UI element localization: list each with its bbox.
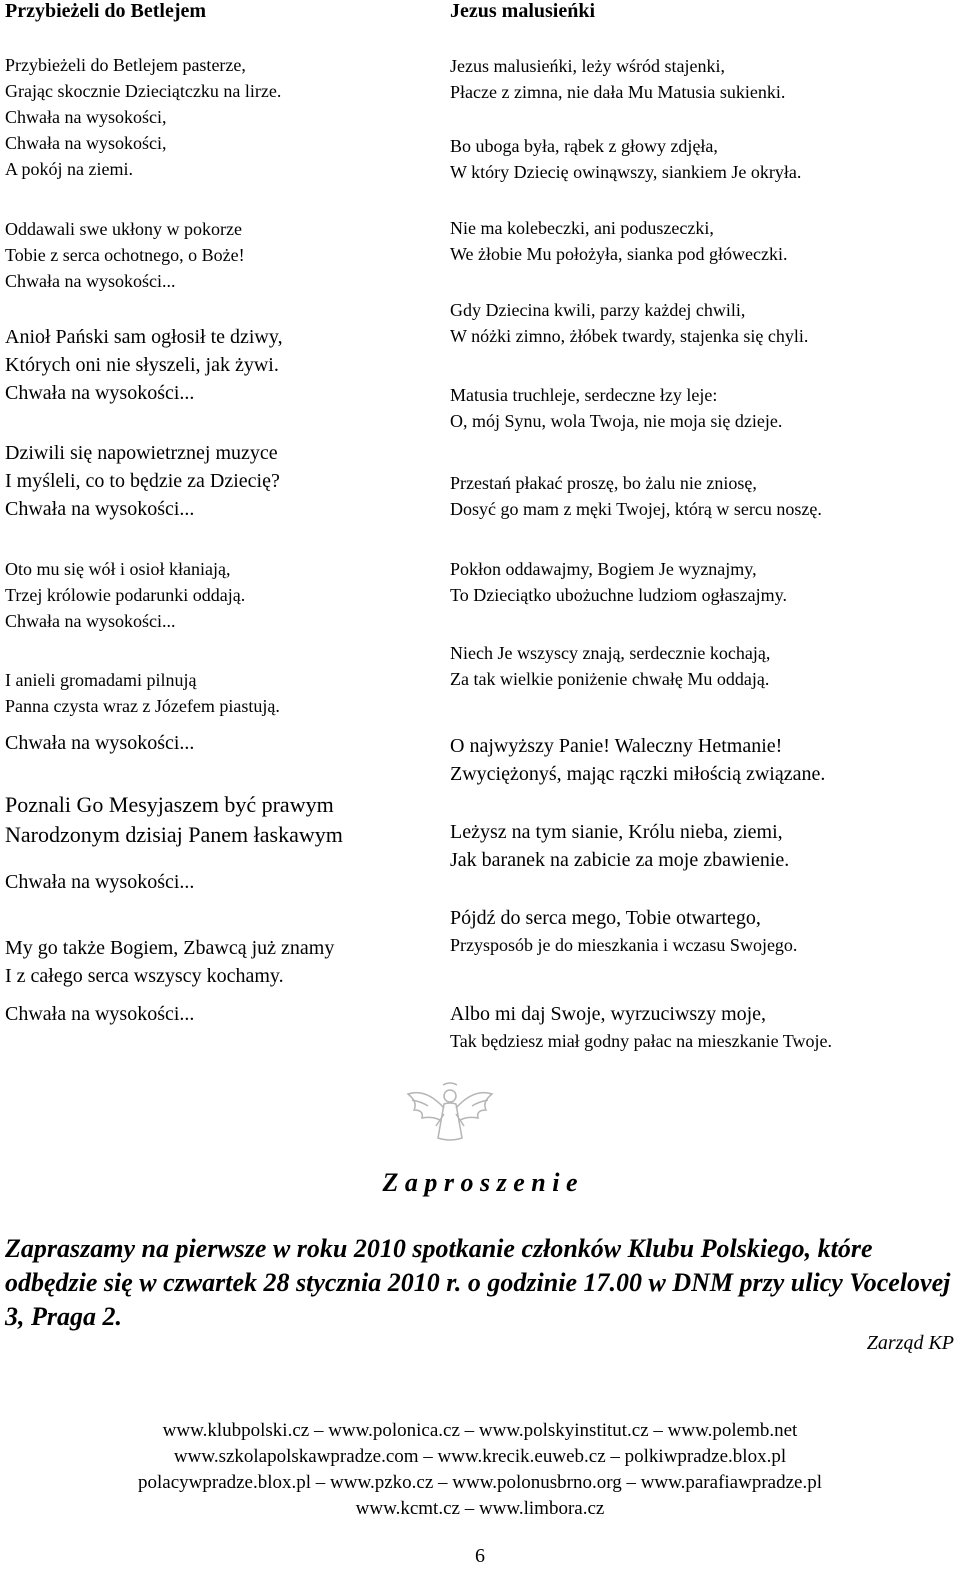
verse-right-12 xyxy=(450,1000,832,1054)
verse-line: Oddawali swe ukłony w pokorze xyxy=(5,219,242,239)
verse-line: Nie ma kolebeczki, ani poduszeczki, xyxy=(450,218,714,238)
verse-line: Których oni nie słyszeli, jak żywi. xyxy=(5,354,279,376)
verse-line: Za tak wielkie poniżenie chwałę Mu oddają. xyxy=(450,669,770,689)
verse-left-4 xyxy=(5,439,280,523)
verse-line: Matusia truchleje, serdeczne łzy leje: xyxy=(450,385,718,405)
verse-line: Dosyć go mam z męki Twojej, którą w sercu noszę. xyxy=(450,499,822,519)
verse-right-9 xyxy=(450,732,825,788)
verse-right-2 xyxy=(450,133,801,185)
verse-line: Płacze z zimna, nie dała Mu Matusia sukienki. xyxy=(450,82,786,102)
verse-right-7 xyxy=(450,556,787,608)
verse-right-11 xyxy=(450,904,797,958)
links-line: www.kcmt.cz – www.limbora.cz xyxy=(355,1498,605,1519)
verse-line: Narodzonym dzisiaj Panem łaskawym xyxy=(5,822,343,847)
verse-line: Bo uboga była, rąbek z głowy zdjęła, xyxy=(450,136,718,156)
angel-icon xyxy=(400,1080,500,1155)
invitation-text: Zapraszamy na pierwsze w roku 2010 spotkanie członków Klubu Polskiego, które odbędzie się w czwartek 28 stycznia 2010 r. o godzinie 17.00 w DNM przy ulicy Vocelovej 3, Praga 2. xyxy=(5,1234,951,1331)
verse-line: Zwyciężonyś, mając rączki miłością związane. xyxy=(450,763,826,785)
verse-line: Grając skocznie Dzieciątczku na lirze. xyxy=(5,81,282,101)
verse-left-8 xyxy=(5,934,334,1028)
links-line: polacywpradze.blox.pl – www.pzko.cz – www.polonusbrno.org – www.parafiawpradze.pl xyxy=(138,1472,822,1493)
verse-left-7 xyxy=(5,790,343,896)
verse-line: Trzej królowie podarunki oddają. xyxy=(5,585,246,605)
verse-line: O najwyższy Panie! Waleczny Hetmanie! xyxy=(450,735,783,757)
verse-right-10 xyxy=(450,818,789,874)
verse-line: Poznali Go Mesyjaszem być prawym xyxy=(5,792,334,817)
verse-line: Gdy Dziecina kwili, parzy każdej chwili, xyxy=(450,300,746,320)
verse-right-1 xyxy=(450,53,785,105)
verse-line: Niech Je wszyscy znają, serdecznie kochają, xyxy=(450,643,771,663)
verse-right-5 xyxy=(450,382,782,434)
verse-left-2 xyxy=(5,216,245,294)
song-title-right: Jezus malusieńki xyxy=(450,0,596,22)
verse-line: Anioł Pański sam ogłosił te dziwy, xyxy=(5,326,283,348)
verse-line: Pokłon oddawajmy, Bogiem Je wyznajmy, xyxy=(450,559,757,579)
verse-line: Chwała na wysokości... xyxy=(5,611,176,631)
verse-line: Albo mi daj Swoje, wyrzuciwszy moje, xyxy=(450,1003,767,1025)
page-number: 6 xyxy=(475,1545,485,1567)
verse-line: O, mój Synu, wola Twoja, nie moja się dzieje. xyxy=(450,411,783,431)
verse-line: I z całego serca wszyscy kochamy. xyxy=(5,965,284,987)
verse-line: We żłobie Mu położyła, sianka pod główeczki. xyxy=(450,244,788,264)
verse-line: Jezus malusieńki, leży wśród stajenki, xyxy=(450,56,725,76)
verse-left-3 xyxy=(5,323,283,407)
verse-left-5 xyxy=(5,556,245,634)
verse-line: Przestań płakać proszę, bo żalu nie zniosę, xyxy=(450,473,757,493)
website-links xyxy=(0,1418,960,1522)
verse-line: Leżysz na tym sianie, Królu nieba, ziemi, xyxy=(450,821,783,843)
links-line: www.klubpolski.cz – www.polonica.cz – www.polskyinstitut.cz – www.polemb.net xyxy=(162,1420,798,1441)
verse-line: Chwała na wysokości, xyxy=(5,133,167,153)
verse-line: Dziwili się napowietrznej muzyce xyxy=(5,442,278,464)
verse-line: I anieli gromadami pilnują xyxy=(5,670,197,690)
verse-line: Chwała na wysokości... xyxy=(5,271,176,291)
verse-line: Chwała na wysokości... xyxy=(5,871,195,893)
verse-line: A pokój na ziemi. xyxy=(5,159,133,179)
verse-line: Jak baranek na zabicie za moje zbawienie. xyxy=(450,849,790,871)
verse-right-4 xyxy=(450,297,808,349)
verse-line: Chwała na wysokości, xyxy=(5,107,167,127)
verse-line: Przysposób je do mieszkania i wczasu Swojego. xyxy=(450,935,798,955)
verse-line: Chwała na wysokości... xyxy=(5,498,195,520)
links-line: www.szkolapolskawpradze.com – www.krecik.euweb.cz – polkiwpradze.blox.pl xyxy=(173,1446,787,1467)
verse-line: Chwała na wysokości... xyxy=(5,382,195,404)
verse-line: My go także Bogiem, Zbawcą już znamy xyxy=(5,937,335,959)
verse-line: Pójdź do serca mego, Tobie otwartego, xyxy=(450,907,761,929)
verse-left-6 xyxy=(5,667,280,757)
verse-line: Tak będziesz miał godny pałac na mieszkanie Twoje. xyxy=(450,1031,833,1051)
invitation-heading: Z a p r o s z e n i e xyxy=(382,1168,578,1197)
verse-line: Oto mu się wół i osioł kłaniają, xyxy=(5,559,231,579)
invitation-signature: Zarząd KP xyxy=(866,1332,954,1354)
verse-right-6 xyxy=(450,470,822,522)
verse-left-1 xyxy=(5,52,281,182)
verse-line: Chwała na wysokości... xyxy=(5,1003,195,1025)
song-title-left: Przybieżeli do Betlejem xyxy=(5,0,207,22)
verse-line: W nóżki zimno, żłóbek twardy, stajenka się chyli. xyxy=(450,326,809,346)
verse-line: I myśleli, co to będzie za Dziecię? xyxy=(5,470,280,492)
verse-right-3 xyxy=(450,215,787,267)
verse-line: W który Dziecię owinąwszy, siankiem Je okryła. xyxy=(450,162,802,182)
verse-right-8 xyxy=(450,640,770,692)
verse-line: Chwała na wysokości... xyxy=(5,732,195,754)
verse-line: Panna czysta wraz z Józefem piastują. xyxy=(5,696,280,716)
verse-line: To Dzieciątko ubożuchne ludziom ogłaszajmy. xyxy=(450,585,787,605)
verse-line: Przybieżeli do Betlejem pasterze, xyxy=(5,55,246,75)
verse-line: Tobie z serca ochotnego, o Boże! xyxy=(5,245,245,265)
